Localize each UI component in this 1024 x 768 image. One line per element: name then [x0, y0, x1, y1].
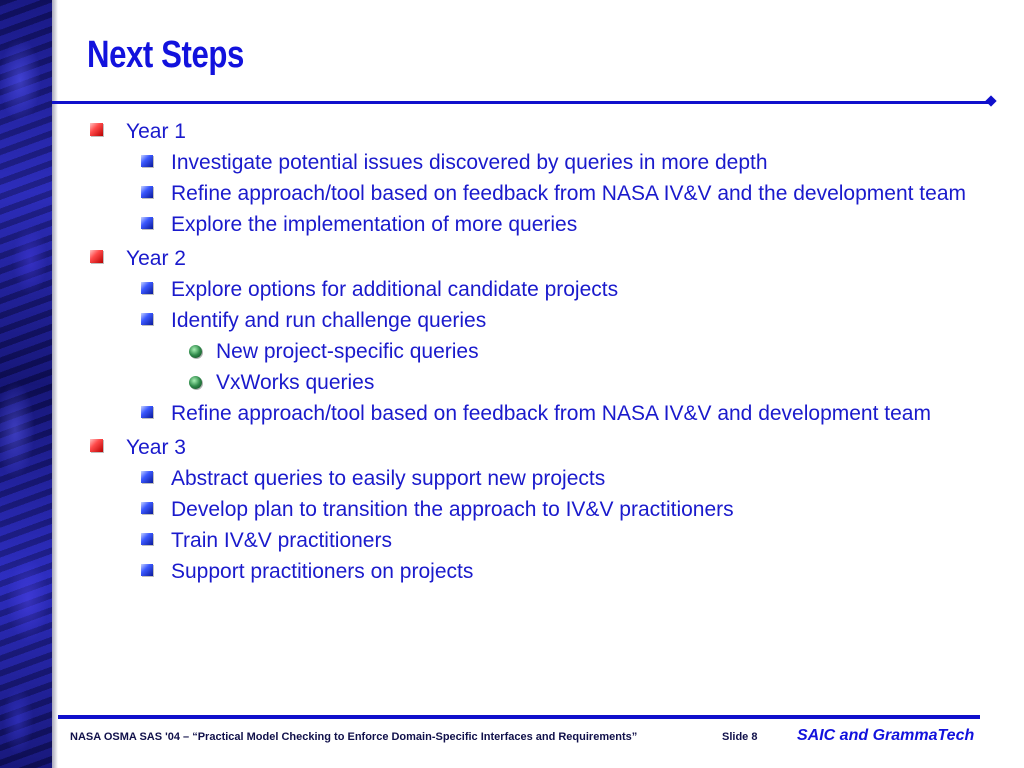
sub-bullet-item	[90, 370, 970, 395]
blue-square-bullet-icon	[141, 186, 153, 198]
blue-square-bullet-icon	[141, 533, 153, 545]
blue-square-bullet-icon	[141, 564, 153, 576]
bullet-item	[90, 308, 970, 333]
bullet-text: Support practitioners on projects	[171, 560, 474, 583]
section-year-1	[90, 119, 970, 144]
blue-square-bullet-icon	[141, 282, 153, 294]
red-square-bullet-icon	[90, 250, 103, 263]
section-label: Year 3	[126, 436, 186, 459]
sub-bullet-text: New project-specific queries	[216, 340, 479, 363]
title-divider	[52, 101, 990, 104]
bullet-text: Explore options for additional candidate projects	[171, 278, 619, 301]
bullet-text: Develop plan to transition the approach to IV&V practitioners	[171, 498, 734, 521]
bullet-item	[90, 401, 970, 426]
bullet-item	[90, 212, 970, 237]
bullet-text: Identify and run challenge queries	[171, 309, 487, 332]
green-gem-bullet-icon	[189, 345, 202, 358]
red-square-bullet-icon	[90, 123, 103, 136]
section-label: Year 1	[126, 120, 186, 143]
bullet-text: Refine approach/tool based on feedback from NASA IV&V and the development team	[171, 182, 966, 205]
blue-square-bullet-icon	[141, 502, 153, 514]
bullet-text: Abstract queries to easily support new projects	[171, 467, 606, 490]
red-square-bullet-icon	[90, 439, 103, 452]
section-year-3	[90, 435, 970, 460]
blue-square-bullet-icon	[141, 471, 153, 483]
footer-slide-number: Slide 8	[722, 731, 758, 743]
slide-body	[90, 119, 970, 584]
footer-organization: SAIC and GrammaTech	[797, 727, 975, 744]
bullet-item	[90, 150, 970, 175]
blue-square-bullet-icon	[141, 406, 153, 418]
bullet-text: Train IV&V practitioners	[171, 529, 392, 552]
section-year-2	[90, 246, 970, 271]
bullet-item	[90, 559, 970, 584]
blue-square-bullet-icon	[141, 155, 153, 167]
bullet-text: Refine approach/tool based on feedback from NASA IV&V and development team	[171, 402, 931, 425]
sub-bullet-item	[90, 339, 970, 364]
bullet-item	[90, 277, 970, 302]
bullet-item	[90, 466, 970, 491]
section-label: Year 2	[126, 247, 186, 270]
bullet-text: Investigate potential issues discovered by queries in more depth	[171, 151, 768, 174]
footer-divider	[58, 715, 980, 719]
divider-diamond-icon	[985, 95, 996, 106]
footer-conference: NASA OSMA SAS '04 – “Practical Model Checking to Enforce Domain-Specific Interfaces and Requirements”	[70, 731, 638, 743]
bullet-item	[90, 181, 970, 206]
blue-square-bullet-icon	[141, 217, 153, 229]
slide-title: Next Steps	[87, 34, 244, 76]
left-band-shadow	[52, 0, 58, 768]
bullet-item	[90, 497, 970, 522]
bullet-item	[90, 528, 970, 553]
green-gem-bullet-icon	[189, 376, 202, 389]
blue-square-bullet-icon	[141, 313, 153, 325]
sub-bullet-text: VxWorks queries	[216, 371, 375, 394]
bullet-text: Explore the implementation of more queries	[171, 213, 578, 236]
left-decorative-band	[0, 0, 52, 768]
